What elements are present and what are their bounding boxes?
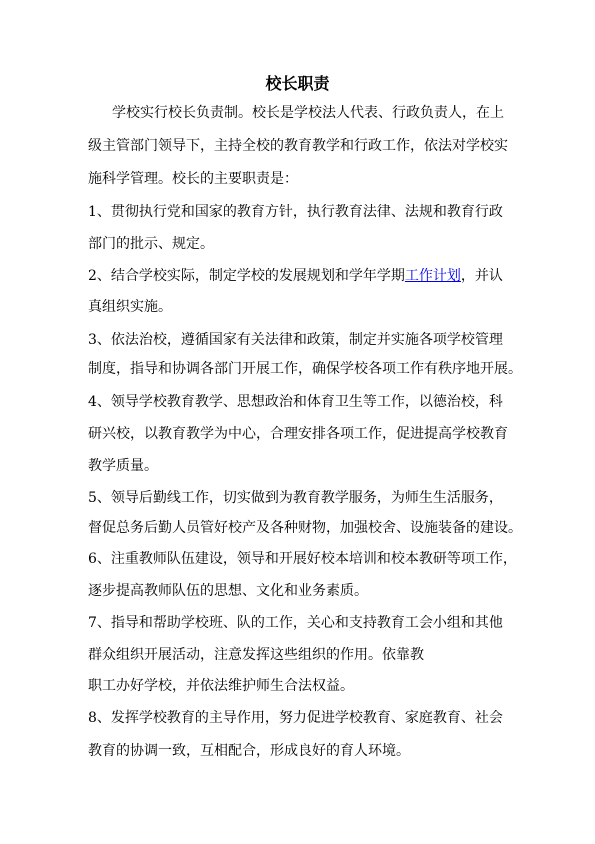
- paragraph-line-with-link: [88, 266, 503, 286]
- paragraph-line-suffix: ，并认: [460, 268, 503, 284]
- paragraph-line: 5、领导后勤线工作，切实做到为教育教学服务，为师生生活服务，: [88, 490, 503, 506]
- paragraph-line: 职工办好学校，并依法维护师生合法权益。: [88, 678, 354, 694]
- paragraph-line: 7、指导和帮助学校班、队的工作，关心和支持教育工会小组和其他: [88, 615, 503, 631]
- paragraph-line: 教学质量。: [88, 458, 158, 474]
- paragraph-line-text: 2、结合学校实际，制定学校的发展规划和学年学期: [88, 268, 405, 284]
- paragraph-line: 1、贯彻执行党和国家的教育方针，执行教育法律、法规和教育行政: [88, 204, 503, 220]
- paragraph-line: 4、领导学校教育教学、思想政治和体育卫生等工作，以德治校，科: [88, 394, 503, 410]
- paragraph-line: 研兴校，以教育教学为中心，合理安排各项工作，促进提高学校教育: [88, 426, 508, 442]
- document-title: 校长职责: [265, 74, 330, 93]
- paragraph-line: 施科学管理。校长的主要职责是：: [88, 171, 298, 187]
- paragraph-line: 群众组织开展活动，注意发挥这些组织的作用。依靠教: [88, 647, 424, 663]
- paragraph-line: 6、注重教师队伍建设，领导和开展好校本培训和校本教研等项工作，: [88, 551, 517, 567]
- paragraph-line: 8、发挥学校教育的主导作用，努力促进学校教育、家庭教育、社会: [88, 710, 503, 726]
- paragraph-line: 制度，指导和协调各部门开展工作，确保学校各项工作有秩序地开展。: [88, 361, 522, 377]
- paragraph-line: 学校实行校长负责制。校长是学校法人代表、行政负责人，在上: [112, 105, 504, 121]
- paragraph-line: 逐步提高教师队伍的思想、文化和业务素质。: [88, 583, 368, 599]
- paragraph-line: 3、依法治校，遵循国家有关法律和政策，制定并实施各项学校管理: [88, 332, 503, 348]
- paragraph-line: 级主管部门领导下，主持全校的教育教学和行政工作，依法对学校实: [88, 138, 508, 154]
- paragraph-line: 教育的协调一致，互相配合，形成良好的育人环境。: [88, 743, 410, 759]
- paragraph-line: 真组织实施。: [88, 299, 172, 315]
- work-plan-link[interactable]: 工作计划: [404, 268, 461, 284]
- paragraph-line: 部门的批示、规定。: [88, 236, 214, 252]
- paragraph-line: 督促总务后勤人员管好校产及各种财物，加强校舍、设施装备的建设。: [88, 520, 522, 536]
